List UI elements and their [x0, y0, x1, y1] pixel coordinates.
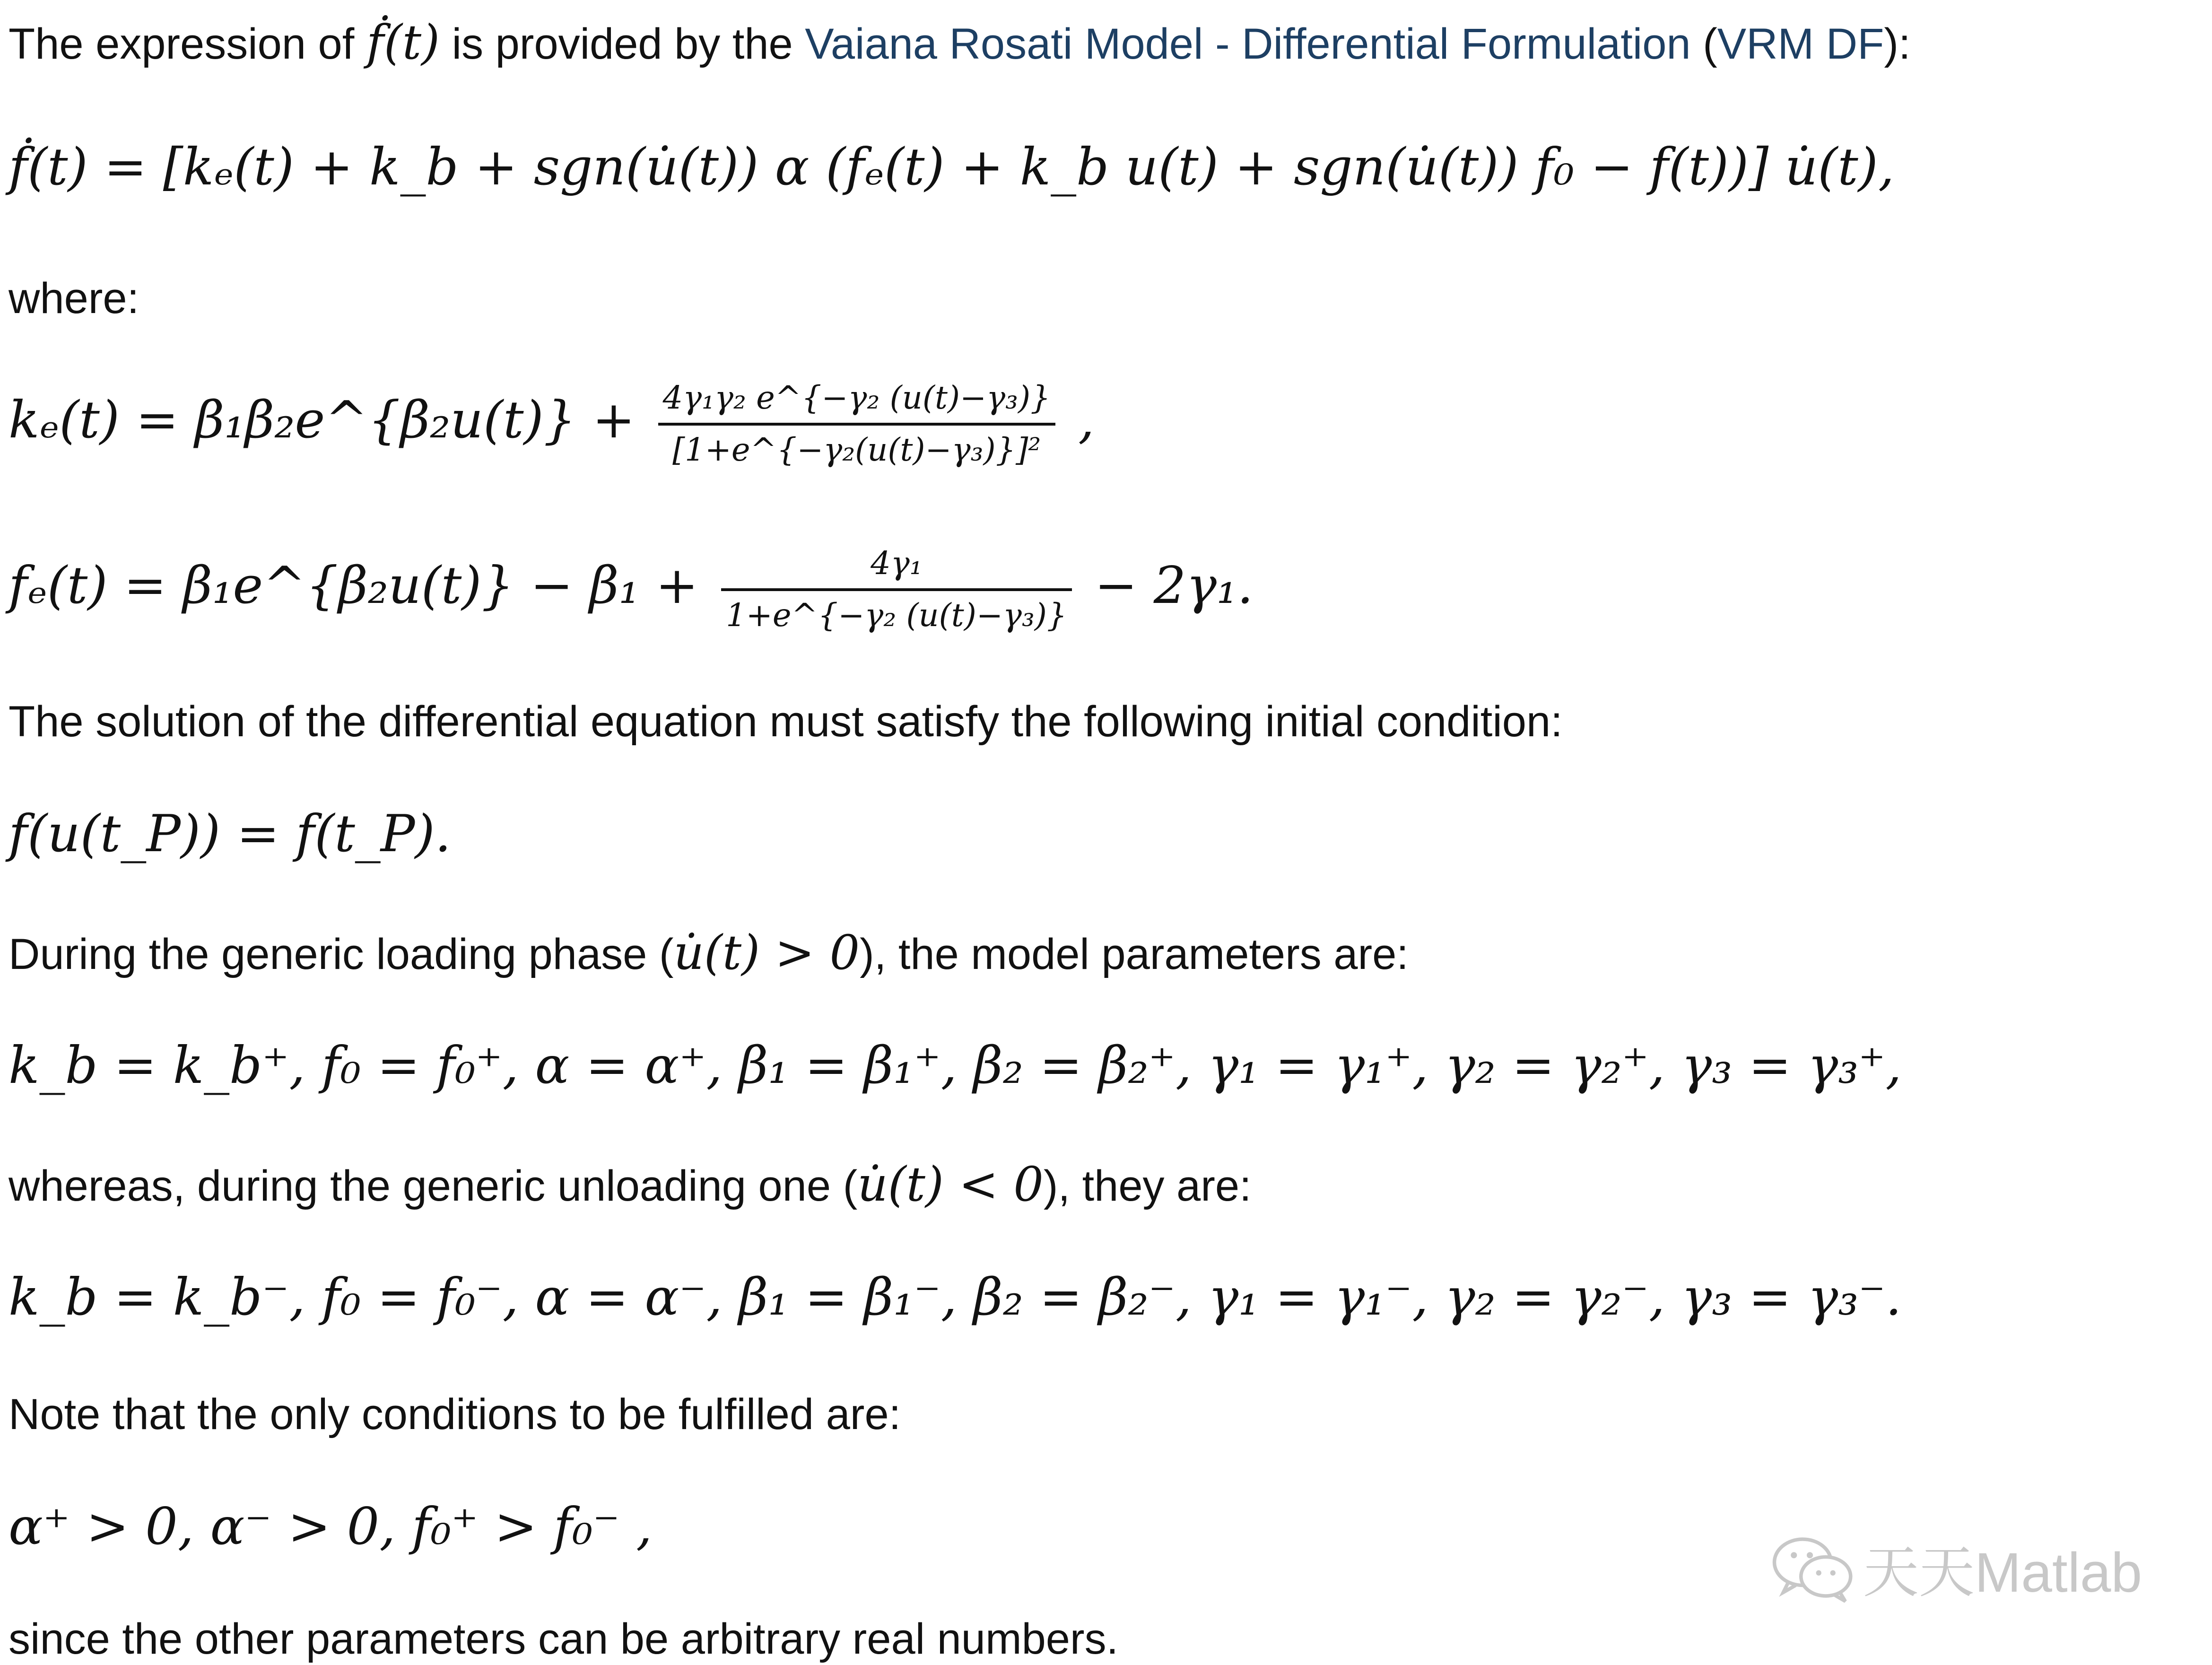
ke-lhs: kₑ(t) = β₁β₂e^{β₂u(t)} +: [9, 391, 636, 450]
loading-params-equation: [9, 1036, 1902, 1095]
ke-fraction: [658, 378, 1055, 470]
fe-tail: − 2γ₁.: [1094, 556, 1254, 616]
where-label: [9, 274, 139, 323]
fe-numerator: 4γ₁: [721, 544, 1071, 591]
watermark: [1768, 1527, 2142, 1608]
conditions-equation: [9, 1497, 653, 1556]
ke-denominator: [1+e^{−γ₂(u(t)−γ₃)}]²: [672, 431, 1041, 468]
unloading-params-equation: [9, 1268, 1902, 1327]
loading-after: ), the model parameters are:: [860, 930, 1409, 978]
intro-symbol: ḟ(t): [366, 15, 440, 70]
main-equation: [9, 138, 1895, 197]
ke-tail: ,: [1078, 391, 1095, 450]
note-paragraph: [9, 1390, 901, 1438]
fe-fraction: [721, 544, 1071, 635]
vrm-df-link[interactable]: Vaiana Rosati Model - Differential Formulation: [805, 20, 1691, 68]
initial-condition-paragraph: [9, 697, 1563, 746]
unloading-paragraph: [9, 1157, 1252, 1212]
initial-condition-math: f(u(t_P)) = f(t_P).: [9, 804, 451, 863]
ke-equation: [9, 378, 1094, 470]
ke-numerator: 4γ₁γ₂ e^{−γ₂ (u(t)−γ₃)}: [658, 378, 1055, 426]
fe-equation: [9, 544, 1254, 635]
intro-after: ):: [1884, 20, 1911, 68]
unloading-before: whereas, during the generic unloading one (: [9, 1162, 858, 1210]
loading-condition: u̇(t) > 0: [673, 925, 860, 980]
closing-text: since the other parameters can be arbitrary real numbers.: [9, 1615, 1119, 1663]
fe-lhs: fₑ(t) = β₁e^{β₂u(t)} − β₁ +: [9, 556, 698, 616]
fe-denominator: 1+e^{−γ₂ (u(t)−γ₃)}: [726, 596, 1067, 634]
initial-condition-text: The solution of the differential equation must satisfy the following initial condition:: [9, 697, 1563, 746]
where-text: where:: [9, 274, 139, 323]
loading-params: k_b = k_b⁺, f₀ = f₀⁺, α = α⁺, β₁ = β₁⁺, β₂ = β₂⁺, γ₁ = γ₁⁺, γ₂ = γ₂⁺, γ₃ = γ₃⁺,: [9, 1036, 1902, 1095]
loading-before: During the generic loading phase (: [9, 930, 674, 978]
closing-paragraph: [9, 1617, 1118, 1661]
watermark-text: 天天Matlab: [1863, 1542, 2142, 1604]
intro-paren-open: (: [1690, 20, 1717, 68]
unloading-condition: u̇(t) < 0: [857, 1157, 1044, 1212]
unloading-params: k_b = k_b⁻, f₀ = f₀⁻, α = α⁻, β₁ = β₁⁻, β₂ = β₂⁻, γ₁ = γ₁⁻, γ₂ = γ₂⁻, γ₃ = γ₃⁻.: [9, 1268, 1902, 1327]
main-equation-text: ḟ(t) = [kₑ(t) + k_b + sgn(u̇(t)) α (fₑ(t) + k_b u(t) + sgn(u̇(t)) f₀ − f(t))] u̇(t),: [9, 138, 1895, 197]
intro-paragraph: [9, 15, 1911, 70]
intro-before: The expression of: [9, 20, 366, 68]
loading-paragraph: [9, 925, 1409, 980]
intro-middle: is provided by the: [440, 20, 805, 68]
wechat-icon: [1768, 1532, 1858, 1603]
note-text: Note that the only conditions to be fulfilled are:: [9, 1390, 901, 1438]
initial-condition-equation: [9, 804, 451, 863]
conditions-math: α⁺ > 0, α⁻ > 0, f₀⁺ > f₀⁻ ,: [9, 1497, 653, 1556]
vrm-df-abbr-link[interactable]: VRM DF: [1717, 20, 1884, 68]
unloading-after: ), they are:: [1043, 1162, 1252, 1210]
